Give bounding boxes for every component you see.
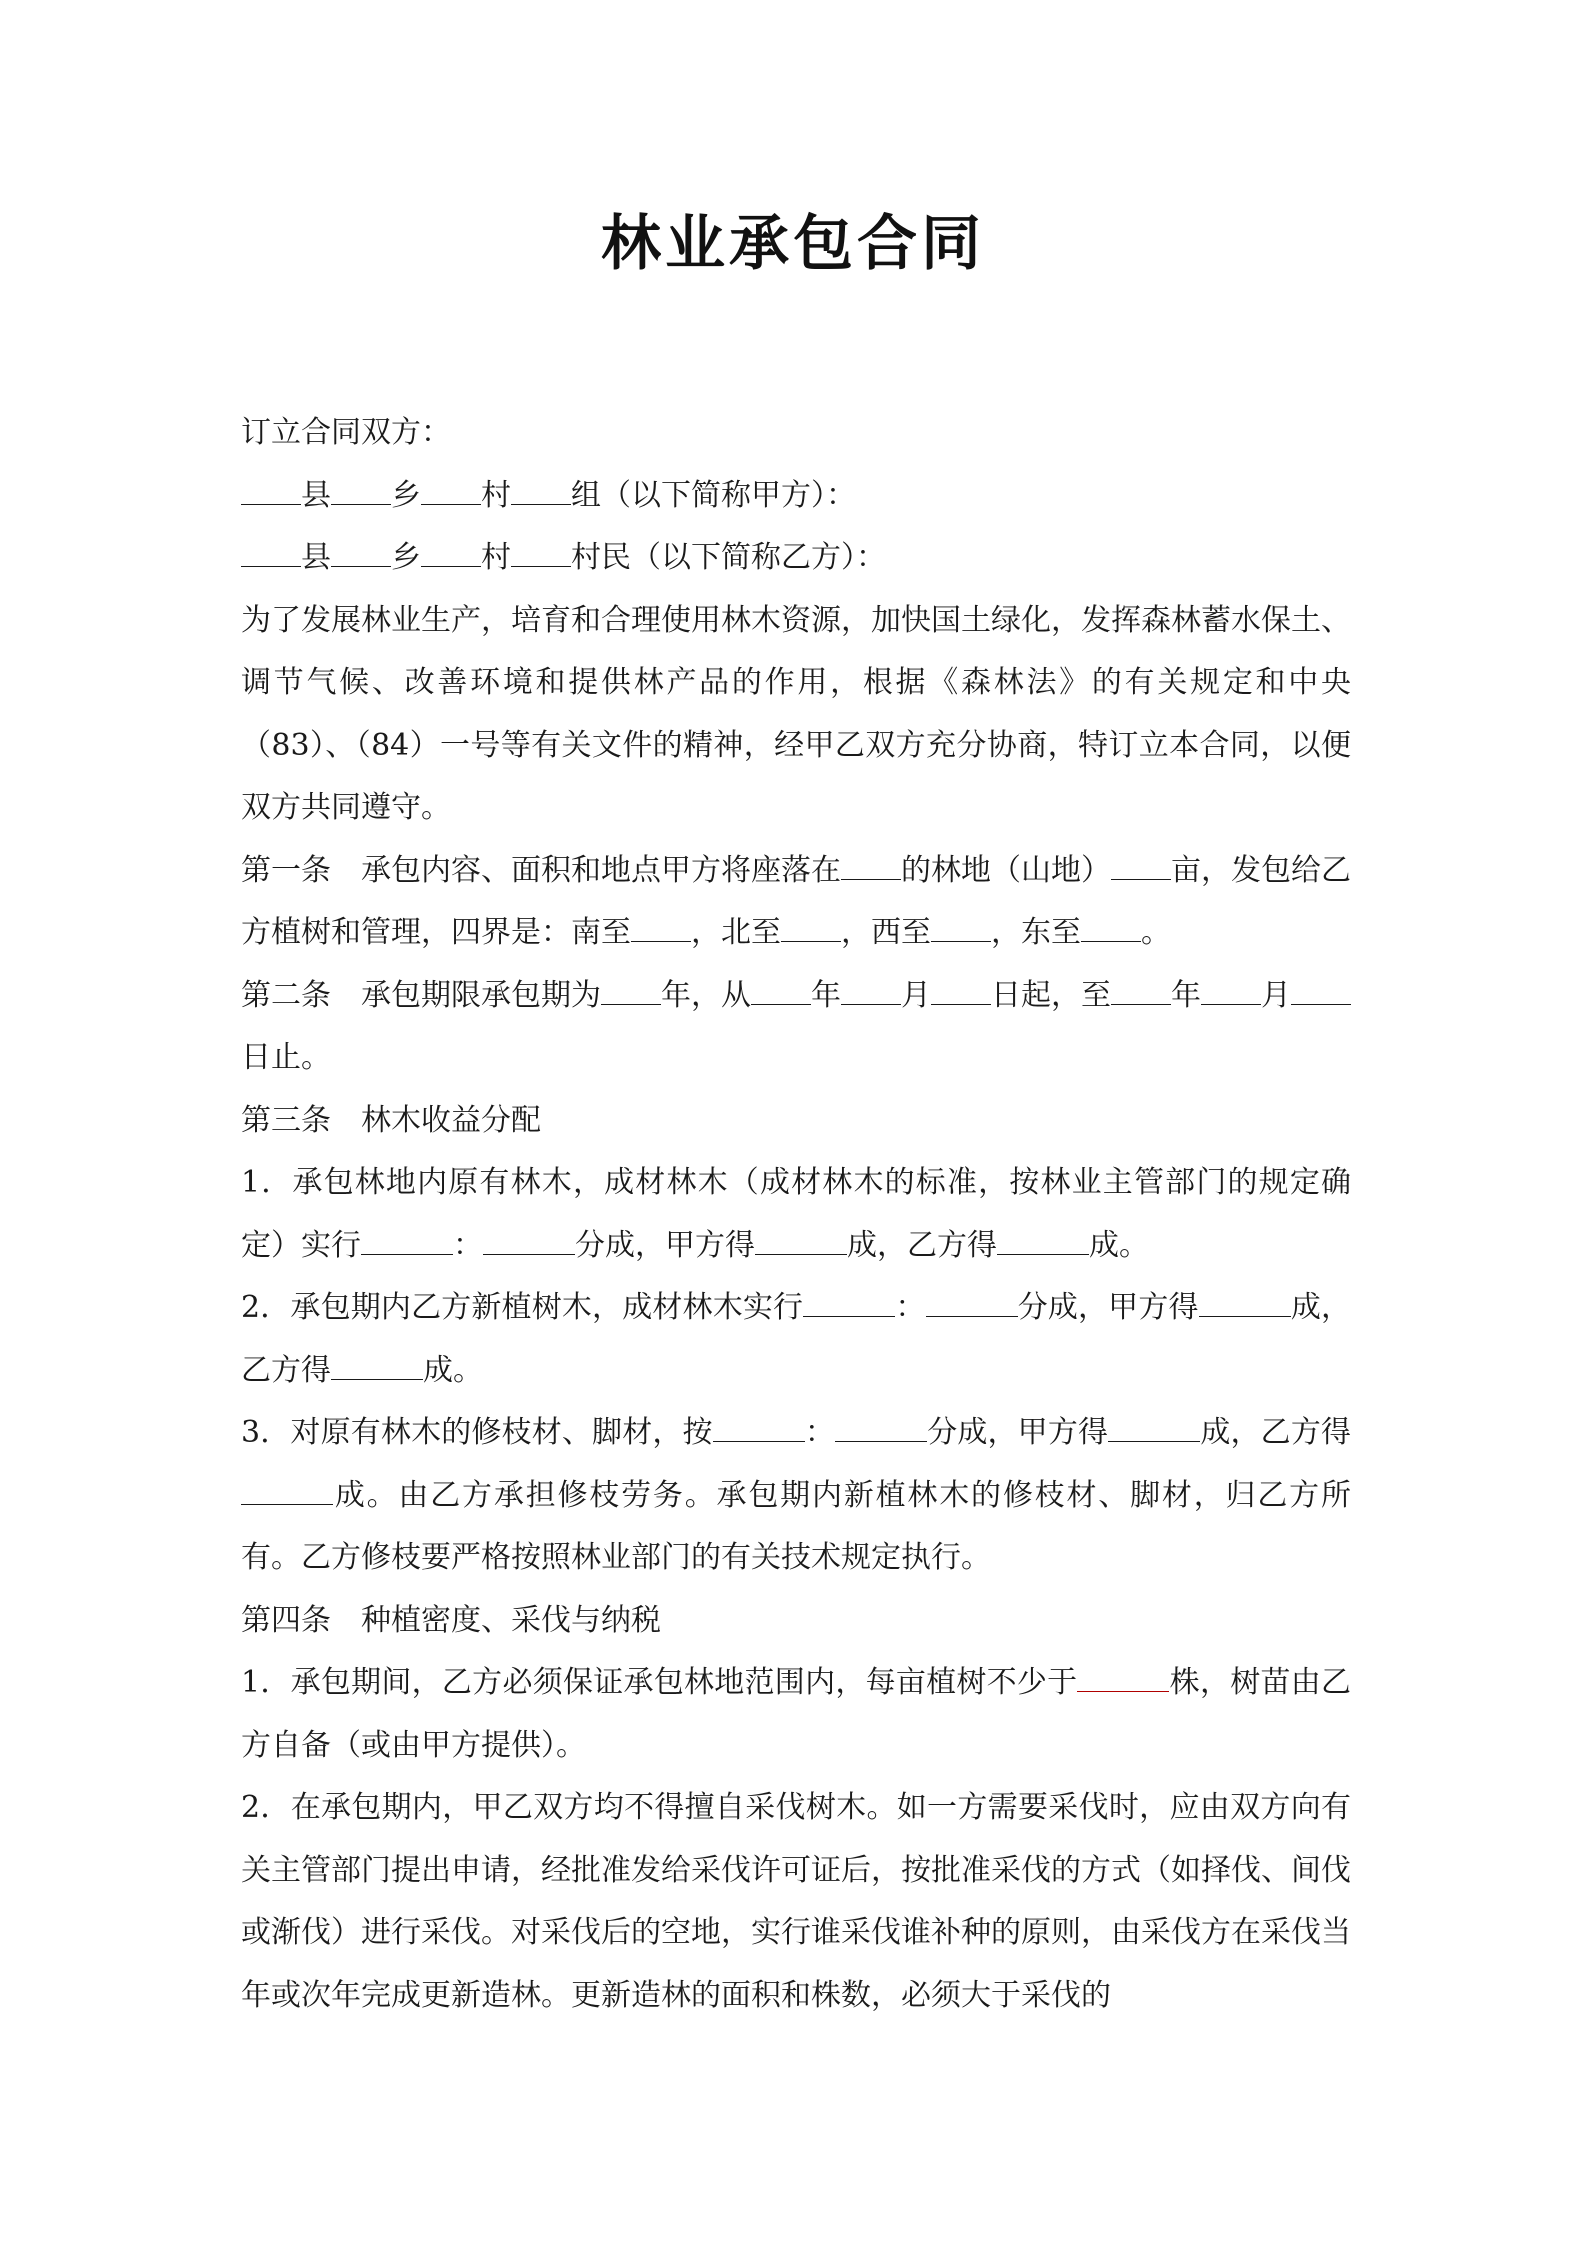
blank-field xyxy=(841,980,901,1005)
blank-field xyxy=(781,917,841,942)
blank-field xyxy=(1111,855,1171,880)
blank-field xyxy=(1199,1292,1291,1317)
blank-field xyxy=(803,1292,895,1317)
paragraph-party-a: 县 乡 村 组（以下简称甲方）： xyxy=(241,465,1351,528)
blank-field xyxy=(931,917,991,942)
blank-field xyxy=(751,980,811,1005)
blank-field xyxy=(331,542,391,567)
blank-field xyxy=(421,480,481,505)
paragraph-preamble: 为了发展林业生产，培育和合理使用林木资源，加快国土绿化，发挥森林蓄水保土、调节气候、改善环境和提供林产品的作用，根据《森林法》的有关规定和中央（83）、（84）一号等有关文件的精神，经甲乙双方充分协商，特订立本合同，以便双方共同遵守。 xyxy=(241,602,1351,825)
document-body xyxy=(241,402,1351,2027)
blank-field xyxy=(841,855,901,880)
blank-field xyxy=(1291,980,1351,1005)
blank-field xyxy=(361,1230,453,1255)
paragraph-article-4-item-1: 1．承包期间，乙方必须保证承包林地范围内，每亩植树不少于 株，树苗由乙方自备（或由甲方提供）。 xyxy=(241,1665,1351,1763)
blank-field xyxy=(241,1480,333,1505)
blank-field xyxy=(755,1230,847,1255)
blank-field xyxy=(926,1292,1018,1317)
blank-field xyxy=(511,542,571,567)
blank-field xyxy=(1081,917,1141,942)
blank-field xyxy=(511,480,571,505)
blank-field xyxy=(331,480,391,505)
paragraph-article-3-item-2: 2．承包期内乙方新植树木，成材林木实行 ： 分成，甲方得 成，乙方得 成。 xyxy=(241,1290,1352,1388)
document-title: 林业承包合同 xyxy=(601,209,985,279)
blank-field xyxy=(1077,1667,1169,1692)
blank-field xyxy=(1111,980,1171,1005)
blank-field xyxy=(241,480,301,505)
paragraph-parties-intro: 订立合同双方： xyxy=(241,415,451,450)
paragraph-article-3-item-3: 3．对原有林木的修枝材、脚材，按 ： 分成，甲方得 成，乙方得成。由乙方承担修枝劳务。承包期内新植林木的修枝材、脚材，归乙方所有。乙方修枝要严格按照林业部门的有关技术规定执行。 xyxy=(241,1415,1352,1575)
blank-field xyxy=(997,1230,1089,1255)
blank-field xyxy=(713,1417,805,1442)
paragraph-article-4-heading: 第四条 种植密度、采伐与纳税 xyxy=(241,1602,661,1638)
paragraph-article-3-item-1: 1．承包林地内原有林木，成材林木（成材林木的标准，按林业主管部门的规定确定）实行 ： 分成，甲方得 成，乙方得 成。 xyxy=(241,1165,1351,1263)
paragraph-article-2: 第二条 承包期限承包期为 年，从 年 月 日起，至 年 月日止。 xyxy=(241,965,1351,1090)
blank-field xyxy=(631,917,691,942)
blank-field xyxy=(421,542,481,567)
paragraph-article-4-item-2: 2．在承包期内，甲乙双方均不得擅自采伐树木。如一方需要采伐时，应由双方向有关主管部门提出申请，经批准发给采伐许可证后，按批准采伐的方式（如择伐、间伐或渐伐）进行采伐。对采伐后的空地，实行谁采伐谁补种的原则，由采伐方在采伐当年或次年完成更新造林。更新造林的面积和株数，必须大于采伐的 xyxy=(241,1790,1351,2013)
blank-field xyxy=(331,1355,423,1380)
paragraph-article-1: 第一条 承包内容、面积和地点甲方将座落在 的林地（山地） 亩，发包给乙方植树和管理，四界是：南至 ，北至 ，西至 ，东至 。 xyxy=(241,852,1351,950)
paragraph-article-3-heading: 第三条 林木收益分配 xyxy=(241,1102,541,1138)
blank-field xyxy=(601,980,661,1005)
blank-field xyxy=(1201,980,1261,1005)
blank-field xyxy=(1108,1417,1200,1442)
blank-field xyxy=(241,542,301,567)
blank-field xyxy=(931,980,991,1005)
blank-field xyxy=(483,1230,575,1255)
paragraph-party-b: 县 乡 村 村民（以下简称乙方）： xyxy=(241,527,1351,590)
blank-field xyxy=(835,1417,927,1442)
